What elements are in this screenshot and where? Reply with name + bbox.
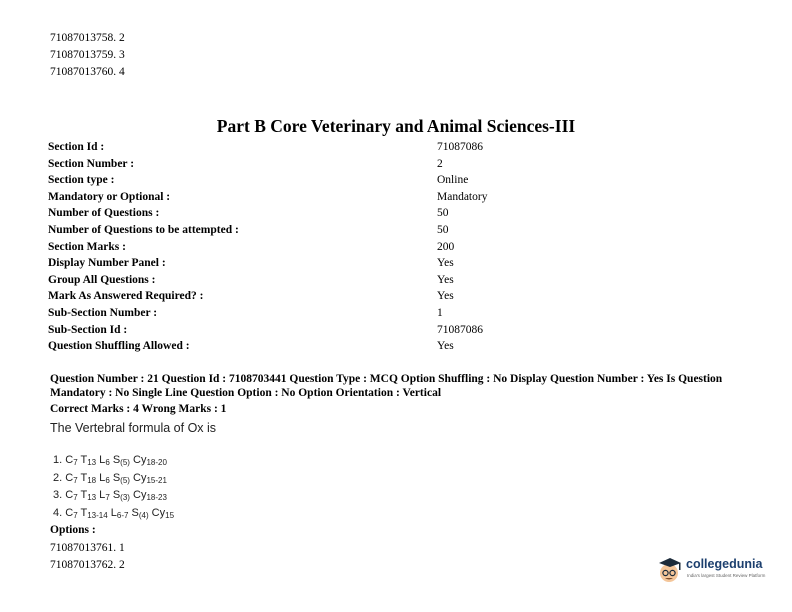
formula-symbol: L <box>96 454 106 466</box>
formula-symbol: S <box>128 506 139 519</box>
info-label: Section type : <box>48 174 115 187</box>
question-marks: Correct Marks : 4 Wrong Marks : 1 <box>50 403 227 415</box>
option-id-list <box>50 540 125 574</box>
choice-number: 3. <box>53 489 66 501</box>
info-row <box>48 139 568 156</box>
option-id-line: 71087013762. 2 <box>50 559 125 571</box>
formula-symbol: Cy <box>129 454 147 466</box>
info-value: Yes <box>437 273 454 286</box>
formula-symbol: S <box>109 471 121 484</box>
info-value: 71087086 <box>437 323 483 336</box>
logo-wordmark: collegedunia <box>686 557 763 571</box>
collegedunia-logo <box>657 552 767 586</box>
formula-subscript: 18 <box>87 475 97 485</box>
options-label: Options : <box>50 524 96 536</box>
info-row <box>48 338 568 355</box>
formula-symbol: L <box>96 471 106 484</box>
formula-symbol: T <box>77 489 88 501</box>
formula-subscript: 6 <box>105 458 110 467</box>
option-id-line: 71087013758. 2 <box>50 32 125 44</box>
info-row <box>48 189 568 206</box>
logo-tagline: India's largest Student Review Platform <box>687 573 766 578</box>
answer-choice <box>53 470 174 488</box>
info-row <box>48 255 568 272</box>
info-label: Section Id : <box>48 141 105 153</box>
option-id-line: 71087013760. 4 <box>50 66 125 78</box>
previous-option-ids <box>50 30 125 81</box>
formula-subscript: 13 <box>87 458 97 467</box>
formula-symbol: T <box>77 506 88 519</box>
formula-symbol: Cy <box>129 471 147 484</box>
info-row <box>48 239 568 256</box>
formula-subscript: 15-21 <box>146 475 167 485</box>
info-label: Display Number Panel : <box>48 257 166 270</box>
info-label: Section Marks : <box>48 240 126 253</box>
info-value: 50 <box>437 207 449 220</box>
formula-subscript: 18-23 <box>146 493 167 502</box>
answer-choice <box>53 505 174 523</box>
info-value: Yes <box>437 340 454 353</box>
info-row <box>48 322 568 339</box>
formula-subscript: 6 <box>105 475 110 485</box>
info-label: Group All Questions : <box>48 273 156 286</box>
formula-subscript: 6-7 <box>116 510 129 520</box>
answer-choices <box>53 452 174 522</box>
formula-symbol: C <box>65 454 74 466</box>
formula-symbol: C <box>65 489 74 501</box>
info-row <box>48 305 568 322</box>
option-id-line: 71087013759. 3 <box>50 49 125 61</box>
info-row <box>48 156 568 173</box>
info-value: Online <box>437 174 469 187</box>
answer-choice <box>53 452 174 470</box>
formula-subscript: 7 <box>73 458 78 467</box>
formula-subscript: (5) <box>120 475 130 485</box>
formula-symbol: C <box>65 506 74 519</box>
info-label: Section Number : <box>48 157 135 170</box>
formula-subscript: 7 <box>105 493 110 502</box>
formula-subscript: (3) <box>120 493 130 502</box>
formula-subscript: 15 <box>165 510 175 520</box>
info-row <box>48 205 568 222</box>
formula-subscript: 18-20 <box>146 458 167 467</box>
formula-subscript: (5) <box>120 458 130 467</box>
info-label: Number of Questions to be attempted : <box>48 223 239 236</box>
formula-symbol: C <box>65 471 74 484</box>
formula-symbol: L <box>96 489 106 501</box>
formula-symbol: T <box>77 454 88 466</box>
choice-number: 2. <box>53 471 66 484</box>
info-label: Mandatory or Optional : <box>48 190 171 203</box>
question-header: Question Number : 21 Question Id : 7108703441 Question Type : MCQ Option Shuffling : No Display Question Number : Yes Is Question Mandatory : No Single Line Question Option : No Option Orientation : Vertical <box>50 373 723 399</box>
question-text: The Vertebral formula of Ox is <box>50 421 217 435</box>
formula-subscript: 13 <box>87 493 97 502</box>
info-row <box>48 288 568 305</box>
info-row <box>48 172 568 189</box>
formula-subscript: 7 <box>73 493 78 502</box>
info-label: Sub-Section Number : <box>48 306 158 319</box>
info-label: Sub-Section Id : <box>48 323 128 336</box>
formula-subscript: 7 <box>73 475 78 485</box>
info-label: Question Shuffling Allowed : <box>48 340 190 353</box>
info-value: 71087086 <box>437 141 483 153</box>
info-value: 2 <box>437 157 443 170</box>
info-label: Number of Questions : <box>48 207 160 220</box>
formula-subscript: 7 <box>73 510 78 520</box>
formula-symbol: Cy <box>148 506 166 519</box>
formula-symbol: Cy <box>129 489 147 501</box>
formula-subscript: (4) <box>138 510 149 520</box>
section-info-table <box>48 139 568 355</box>
formula-symbol: T <box>77 471 88 484</box>
formula-subscript: 13-14 <box>87 510 108 520</box>
choice-number: 4. <box>53 506 66 519</box>
info-row <box>48 272 568 289</box>
info-value: 50 <box>437 223 449 236</box>
info-label: Mark As Answered Required? : <box>48 290 204 303</box>
info-value: 200 <box>437 240 455 253</box>
info-value: Yes <box>437 290 454 303</box>
info-value: Yes <box>437 257 454 270</box>
info-value: 1 <box>437 306 443 319</box>
formula-symbol: L <box>107 506 117 519</box>
info-value: Mandatory <box>437 190 488 203</box>
formula-symbol: S <box>109 489 121 501</box>
section-title: Part B Core Veterinary and Animal Sciences-III <box>216 116 576 136</box>
answer-choice <box>53 487 174 505</box>
graduate-icon <box>657 554 685 584</box>
option-id-line: 71087013761. 1 <box>50 542 125 554</box>
formula-symbol: S <box>109 454 121 466</box>
info-row <box>48 222 568 239</box>
choice-number: 1. <box>53 454 66 466</box>
